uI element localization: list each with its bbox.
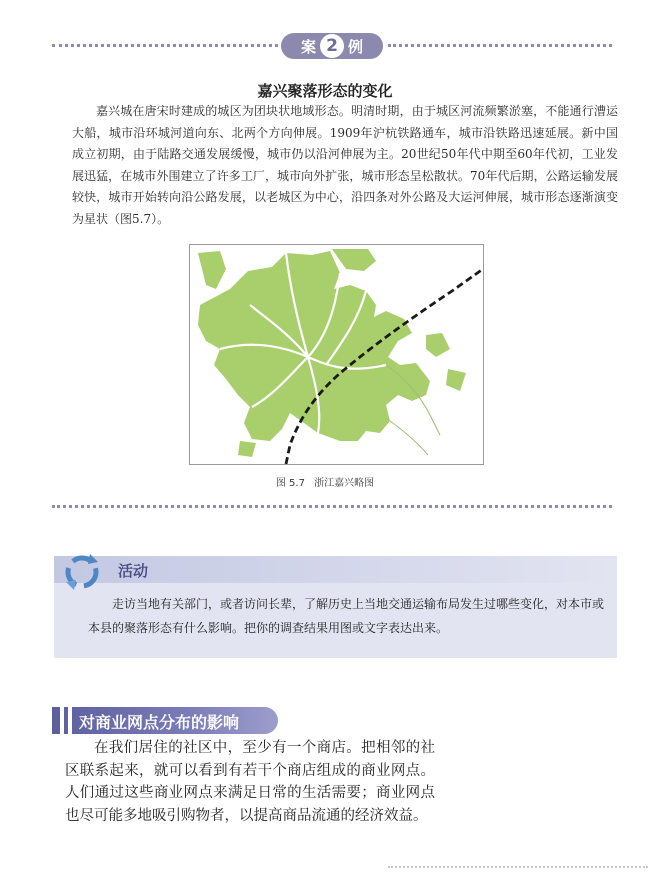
figure-title: 浙江嘉兴略图 — [314, 478, 375, 489]
case-badge — [281, 33, 383, 59]
activity-box — [54, 556, 617, 658]
case-title: 嘉兴聚落形态的变化 — [257, 82, 393, 100]
cycle-arrows-icon — [60, 550, 104, 594]
urban-area — [198, 249, 466, 457]
top-dotted-divider-right — [388, 44, 612, 47]
figure-caption — [0, 474, 650, 489]
section-body-text: 在我们居住的社区中，至少有一个商店。把相邻的社区联系起来，就可以看到有若干个商店组成的商业网点。人们通过这些商业网点来满足日常的生活需要；商业网点也尽可能多地吸引购物者，以提高商品流通的经济效益。 — [65, 740, 435, 824]
jiaxing-sketch-map — [189, 244, 484, 465]
case-badge-number: 2 — [320, 34, 344, 58]
top-dotted-divider-left — [52, 44, 278, 47]
middle-dotted-divider — [52, 505, 612, 508]
section-heading-bar — [52, 707, 278, 734]
bottom-dotted-divider — [388, 866, 648, 868]
case-body-text: 嘉兴城在唐宋时建成的城区为团块状地域形态。明清时期，由于城区河流频繁淤塞，不能通行漕运大船，城市沿环城河道向东、北两个方向伸展。1909年沪杭铁路通车，城市沿铁路迅速延展。新中国成立初期，由于陆路交通发展缓慢，城市仍以沿河伸展为主。20世纪50年代中期至60年代初，工业发展迅猛，在城市外围建立了许多工厂，城市向外扩张，城市形态呈松散状。70年代后期，公路运输发展较快，城市开始转向沿公路发展，以老城区为中心，沿四条对外公路及大运河伸展，城市形态逐渐演变为星状（图5.7）。 — [72, 104, 618, 226]
case-badge-suffix: 例 — [348, 37, 364, 56]
case-badge-prefix: 案 — [300, 37, 316, 56]
activity-title: 活动 — [118, 562, 149, 580]
figure-number: 图 5.7 — [275, 478, 305, 489]
heading-stripe-2 — [68, 707, 72, 734]
section-title: 对商业网点分布的影响 — [79, 713, 240, 732]
jiaxing-map-svg — [190, 245, 483, 464]
activity-text: 走访当地有关部门，或者访问长辈，了解历史上当地交通运输布局发生过哪些变化，对本市或本县的聚落形态有什么影响。把你的调查结果用图或文字表达出来。 — [88, 597, 605, 635]
heading-stripe-1 — [60, 707, 64, 734]
